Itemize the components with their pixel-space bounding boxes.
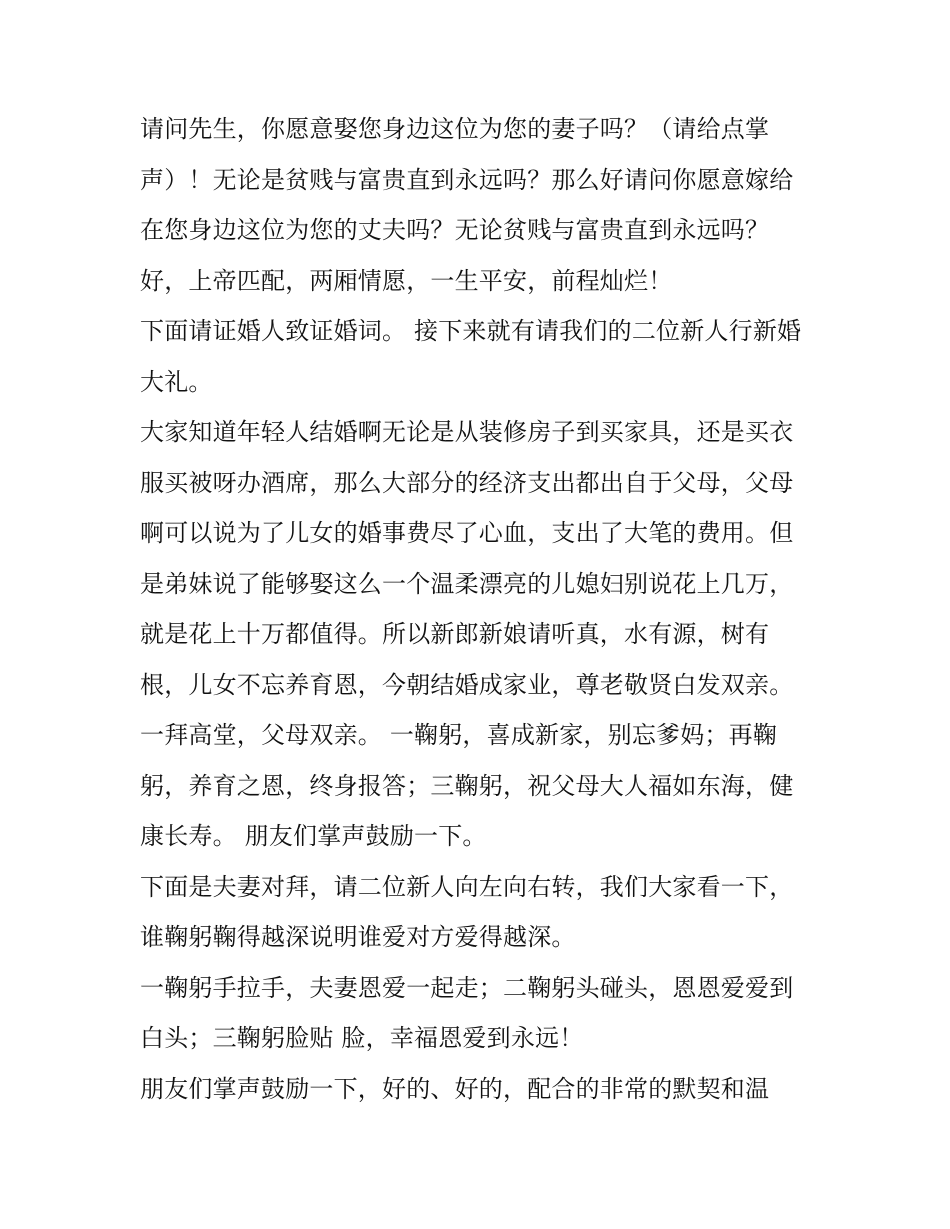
paragraph-couple-bows: 一鞠躬手拉手，夫妻恩爱一起走；二鞠躬头碰头，恩恩爱爱到白头；三鞠躬脸贴 脸，幸福恩爱到永远！ [140, 973, 794, 1052]
paragraph-couple-bow-intro: 下面是夫妻对拜，请二位新人向左向右转，我们大家看一下，谁鞠躬鞠得越深说明谁爱对方爱得越深。 [140, 872, 794, 951]
paragraph-bow-parents: 一拜高堂，父母双亲。 一鞠躬，喜成新家，别忘爹妈；再鞠躬，养育之恩，终身报答；三鞠躬，祝父母大人福如东海，健康长寿。 朋友们掌声鼓励一下。 [140, 721, 794, 850]
paragraph-parents: 大家知道年轻人结婚啊无论是从装修房子到买家具，还是买衣服买被呀办酒席，那么大部分的经济支出都出自于父母，父母啊可以说为了儿女的婚事费尽了心血，支出了大笔的费用。但是弟妹说了能够娶这么一个温柔漂亮的儿媳妇别说花上几万，就是花上十万都值得。所以新郎新娘请听真，水有源，树有根，儿女不忘养育恩，今朝结婚成家业，尊老敬贤白发双亲。 [140, 418, 794, 699]
paragraph-blessing: 好，上帝匹配，两厢情愿，一生平安，前程灿烂！ [140, 266, 673, 295]
document-body [140, 104, 814, 1114]
paragraph-applause: 朋友们掌声鼓励一下，好的、好的，配合的非常的默契和温 [140, 1074, 770, 1103]
paragraph-vows: 请问先生，你愿意娶您身边这位为您的妻子吗？（请给点掌声）！无论是贫贱与富贵直到永远吗？那么好请问你愿意嫁给在您身边这位为您的丈夫吗？无论贫贱与富贵直到永远吗？ [140, 115, 794, 244]
paragraph-officiant: 下面请证婚人致证婚词。 接下来就有请我们的二位新人行新婚大礼。 [140, 317, 802, 396]
